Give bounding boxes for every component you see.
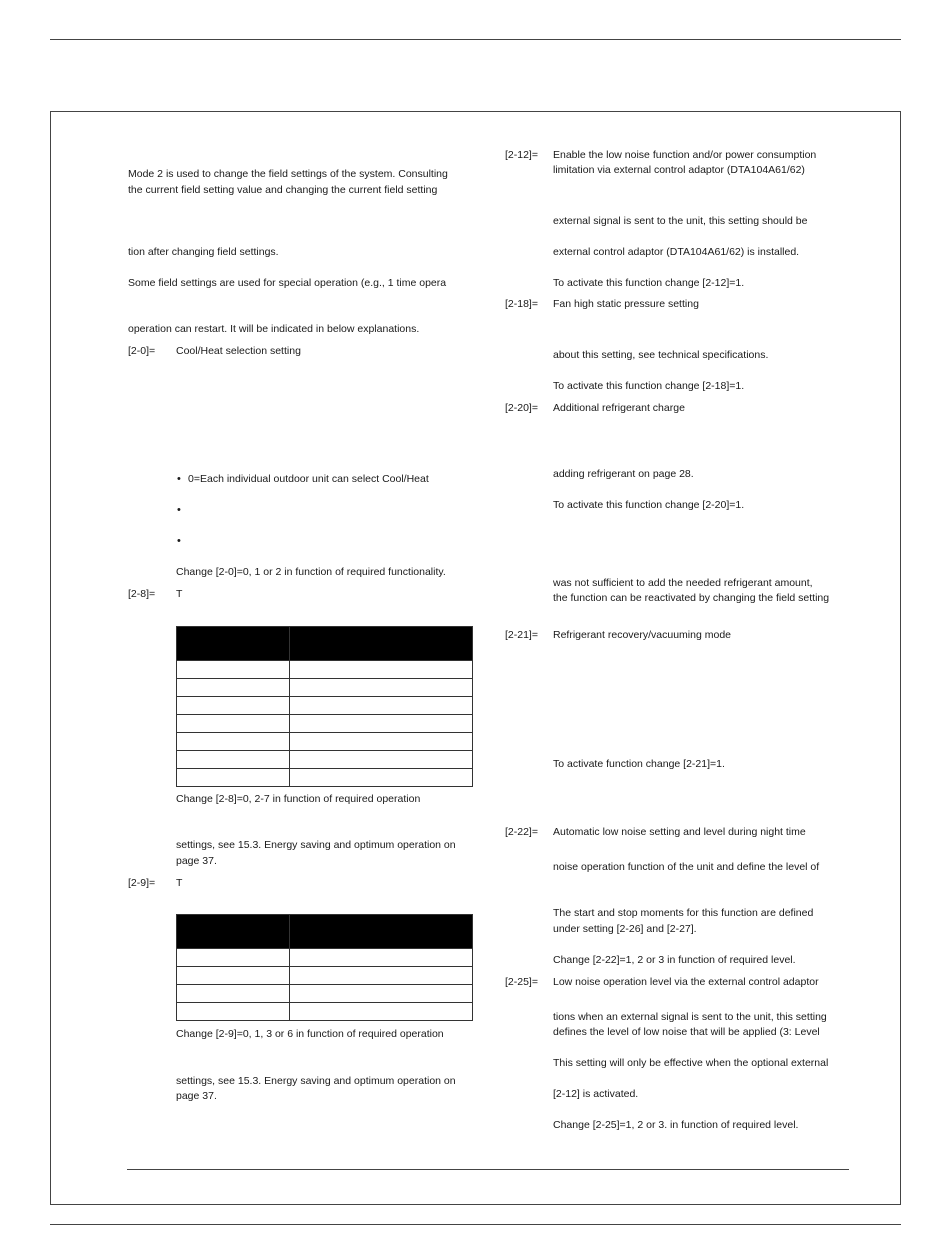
- setting-2-22-text-1: noise operation function of the unit and define the level of: [553, 861, 820, 873]
- setting-code-2-21: [2-21]=: [505, 629, 538, 641]
- setting-code-2-18: [2-18]=: [505, 298, 538, 310]
- setting-title-2-22: Automatic low noise setting and level during night time: [553, 826, 806, 838]
- setting-code-2-0: [2-0]=: [128, 345, 156, 357]
- setting-2-25-text-2: defines the level of low noise that will be applied (3: Level: [553, 1026, 820, 1038]
- table-row: [177, 679, 473, 697]
- intro-line-3: tion after changing field settings.: [128, 246, 279, 258]
- setting-title-2-20: Additional refrigerant charge: [553, 402, 685, 414]
- setting-2-18-text-1: about this setting, see technical specifications.: [553, 349, 769, 361]
- table-row: [177, 697, 473, 715]
- setting-2-9-ref-1: settings, see 15.3. Energy saving and optimum operation on: [176, 1075, 456, 1087]
- setting-2-8-ref-1: settings, see 15.3. Energy saving and optimum operation on: [176, 839, 456, 851]
- bullet-icon: •: [177, 473, 181, 485]
- table-row: [177, 949, 473, 967]
- setting-title-2-0: Cool/Heat selection setting: [176, 345, 301, 357]
- setting-title-2-25: Low noise operation level via the external control adaptor: [553, 976, 819, 988]
- bottom-rule: [50, 1224, 901, 1225]
- table-row: [177, 733, 473, 751]
- table-row: [177, 715, 473, 733]
- bullet-icon: •: [177, 535, 181, 547]
- setting-2-12-text-1: external signal is sent to the unit, this setting should be: [553, 215, 808, 227]
- intro-line-1: Mode 2 is used to change the field settings of the system. Consulting: [128, 168, 448, 180]
- setting-title-2-8: T: [176, 588, 183, 600]
- settings-table-2-8: [176, 626, 473, 787]
- setting-2-21-activate: To activate function change [2-21]=1.: [553, 758, 725, 770]
- setting-code-2-20: [2-20]=: [505, 402, 538, 414]
- setting-2-22-change: Change [2-22]=1, 2 or 3 in function of required level.: [553, 954, 796, 966]
- settings-table-2-9: [176, 914, 473, 1021]
- setting-2-20-text-1: adding refrigerant on page 28.: [553, 468, 694, 480]
- table-row: [177, 1003, 473, 1021]
- table-row: [177, 967, 473, 985]
- setting-title-2-18: Fan high static pressure setting: [553, 298, 699, 310]
- setting-2-0-change: Change [2-0]=0, 1 or 2 in function of required functionality.: [176, 566, 446, 578]
- setting-2-25-text-4: [2-12] is activated.: [553, 1088, 639, 1100]
- setting-code-2-25: [2-25]=: [505, 976, 538, 988]
- setting-title-2-12-line-1: Enable the low noise function and/or power consumption: [553, 149, 817, 161]
- top-rule: [50, 39, 901, 40]
- setting-2-12-activate: To activate this function change [2-12]=1.: [553, 277, 745, 289]
- intro-line-4: Some field settings are used for special operation (e.g., 1 time opera: [128, 277, 447, 289]
- setting-2-22-text-2: The start and stop moments for this function are defined: [553, 907, 814, 919]
- footer-inner-rule: [127, 1169, 849, 1170]
- table-row: [177, 661, 473, 679]
- setting-title-2-9: T: [176, 877, 183, 889]
- bullet-icon: •: [177, 504, 181, 516]
- setting-2-0-option-0: 0=Each individual outdoor unit can select Cool/Heat: [188, 473, 429, 485]
- intro-line-5: operation can restart. It will be indicated in below explanations.: [128, 323, 420, 335]
- setting-2-25-text-1: tions when an external signal is sent to the unit, this setting: [553, 1011, 827, 1023]
- setting-2-20-activate: To activate this function change [2-20]=1.: [553, 499, 745, 511]
- setting-code-2-22: [2-22]=: [505, 826, 538, 838]
- setting-2-9-ref-2: page 37.: [176, 1090, 217, 1102]
- setting-2-20-text-2: was not sufficient to add the needed refrigerant amount,: [553, 577, 813, 589]
- setting-code-2-9: [2-9]=: [128, 877, 156, 889]
- table-row: [177, 769, 473, 787]
- intro-line-2: the current field setting value and changing the current field setting: [128, 184, 438, 196]
- setting-2-22-text-3: under setting [2-26] and [2-27].: [553, 923, 697, 935]
- setting-2-18-activate: To activate this function change [2-18]=1.: [553, 380, 745, 392]
- setting-title-2-21: Refrigerant recovery/vacuuming mode: [553, 629, 731, 641]
- setting-2-8-change: Change [2-8]=0, 2-7 in function of required operation: [176, 793, 421, 805]
- setting-2-12-text-2: external control adaptor (DTA104A61/62) is installed.: [553, 246, 800, 258]
- setting-2-25-change: Change [2-25]=1, 2 or 3. in function of required level.: [553, 1119, 799, 1131]
- table-header-row: [177, 627, 473, 661]
- table-row: [177, 751, 473, 769]
- setting-2-8-ref-2: page 37.: [176, 855, 217, 867]
- setting-2-9-change: Change [2-9]=0, 1, 3 or 6 in function of required operation: [176, 1028, 444, 1040]
- setting-code-2-12: [2-12]=: [505, 149, 538, 161]
- setting-code-2-8: [2-8]=: [128, 588, 156, 600]
- setting-2-25-text-3: This setting will only be effective when the optional external: [553, 1057, 829, 1069]
- table-header-row: [177, 915, 473, 949]
- table-row: [177, 985, 473, 1003]
- setting-2-20-text-3: the function can be reactivated by changing the field setting: [553, 592, 830, 604]
- setting-title-2-12-line-2: limitation via external control adaptor (DTA104A61/62): [553, 164, 805, 176]
